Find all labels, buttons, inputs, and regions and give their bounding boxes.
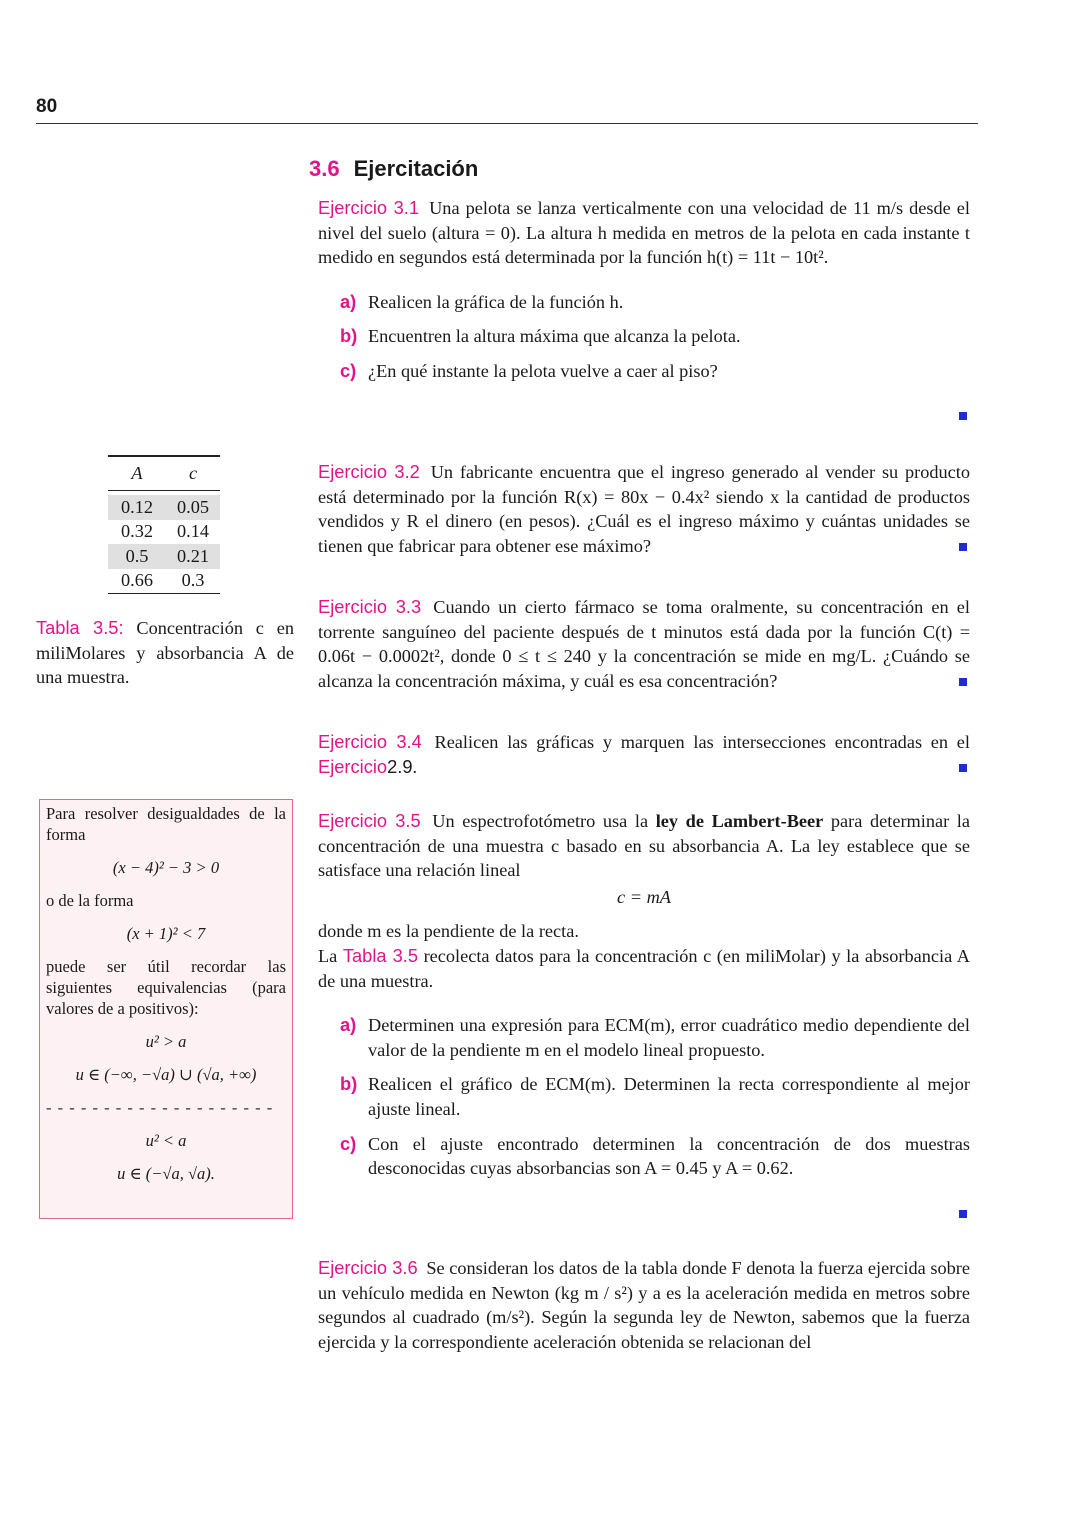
item-marker: b) [340,325,358,347]
side-table [108,455,220,594]
item-marker: c) [340,359,357,381]
exercise-3-6 [318,1256,970,1354]
qed-marker [959,1210,967,1218]
page-number: 80 [36,96,58,117]
header-rule [36,123,978,124]
exercise-text: Se consideran los datos de la tabla donde F denota la fuerza ejercida sobre un vehículo medida en Newton (kg m / s²) y a es la aceleración medida en metros sobre segundos al cuadrado (m/s²). Según la segunda ley de Newton, sabemos que la fuerza ejercida y la correspondiente aceleración obtenida se relacionan del [318,1258,970,1352]
list-item [340,290,970,315]
item-list [340,1013,970,1181]
exercise-reference-number: 2.9 [387,755,413,777]
exercise-text: donde m es la pendiente de la recta. [318,921,579,942]
note-mid: o de la forma [46,891,134,910]
item-list [340,290,970,384]
item-text: Determinen una expresión para ECM(m), error cuadrático medio dependiente del valor de la pendiente m en el modelo lineal propuesto. [368,1015,970,1060]
caption-text: Concentración c en miliMolares y absorbancia A de una muestra. [36,618,294,687]
table-header [108,455,220,491]
note-equation: (x − 4)² − 3 > 0 [112,858,220,877]
item-text: Realicen el gráfico de ECM(m). Determinen la recta correspondiente al mejor ajuste lineal. [368,1074,970,1119]
item-text: Realicen la gráfica de la función h. [368,291,624,312]
note-equation: u ∈ (−√a, √a). [117,1164,215,1183]
note-equation: u² > a [145,1032,187,1051]
table-bottom-rule [108,593,220,594]
table-cell: 0.3 [181,570,205,591]
exercise-reference-end: . [412,756,418,777]
exercise-3-4 [318,730,970,779]
exercise-label: Ejercicio 3.1 [318,197,420,218]
table-row [108,520,220,545]
qed-marker [959,764,967,772]
list-item [340,359,970,384]
exercise-3-3 [318,595,970,693]
note-divider: - - - - - - - - - - - - - - - - - - - - [46,1098,274,1117]
exercise-label: Ejercicio 3.4 [318,731,422,752]
item-marker: a) [340,290,357,312]
table-row [108,544,220,569]
exercise-3-5 [318,809,970,1191]
exercise-label: Ejercicio 3.3 [318,596,422,617]
item-text: ¿En qué instante la pelota vuelve a caer al piso? [368,360,718,381]
list-item [340,1072,970,1121]
exercise-label: Ejercicio 3.6 [318,1257,418,1278]
exercise-text: La [318,945,338,966]
exercise-label: Ejercicio 3.5 [318,810,421,831]
qed-marker [959,543,967,551]
exercise-text: Un espectrofotómetro usa la [432,811,649,831]
qed-marker [959,412,967,420]
table-cell: 0.66 [121,570,153,591]
law-name: ley de Lambert-Beer [655,811,824,831]
table-caption [36,616,294,690]
exercise-text: Cuando un cierto fármaco se toma oralmente, su concentración en el torrente sanguíneo del paciente después de t minutos está dada por la función C(t) = 0.06t − 0.0002t², donde 0 ≤ t ≤ 240 y la concentración se mide en mg/L. ¿Cuándo se alcanza la concentración máxima, y cuál es esa concentración? [318,597,970,691]
qed-marker [959,678,967,686]
caption-label: Tabla 3.5: [36,617,124,638]
table-cell: 0.32 [121,521,153,542]
list-item [340,1013,970,1062]
exercise-text: Una pelota se lanza verticalmente con una velocidad de 11 m/s desde el nivel del suelo (altura = 0). La altura h medida en metros de la pelota en cada instante t medido en segundos está determinada por la función h(t) = 11t − 10t². [318,198,970,268]
table-header-cell: A [131,463,143,483]
list-item [340,1132,970,1181]
section-number: 3.6 [309,156,340,181]
table-row [108,495,220,520]
table-cell: 0.21 [177,545,209,566]
item-marker: b) [340,1073,358,1095]
table-cell: 0.5 [125,545,149,566]
table-row [108,569,220,594]
note-intro: Para resolver desigualdades de la forma [46,804,286,844]
exercise-3-2 [318,460,970,558]
item-marker: a) [340,1014,357,1036]
table-header-cell: c [188,463,198,483]
note-text: puede ser útil recordar las siguientes equivalencias (para valores de a positivos): [46,957,286,1018]
exercise-text: Realicen las gráficas y marquen las intersecciones encontradas en el [434,732,970,752]
formula: c = mA [617,886,671,907]
item-marker: c) [340,1132,357,1154]
item-text: Con el ajuste encontrado determinen la concentración de dos muestras desconocidas cuyas absorbancias son A = 0.45 y A = 0.62. [368,1133,970,1179]
exercise-text: para determinar la concentración de una muestra c basado en su absorbancia A. La ley establece que se satisface una relación lineal [318,811,970,881]
item-text: Encuentren la altura máxima que alcanza la pelota. [368,326,741,347]
exercise-text-block [318,944,970,993]
note-equation: u ∈ (−∞, −√a) ∪ (√a, +∞) [75,1065,257,1084]
table-cell: 0.05 [177,496,209,517]
exercise-text: Un fabricante encuentra que el ingreso generado al vender su producto está determinado por la función R(x) = 80x − 0.4x² siendo x la cantidad de productos vendidos y R el dinero (en pesos). ¿Cuál es el ingreso máximo y cuántas unidades se tienen que fabricar para obtener ese máximo? [318,462,971,556]
table-reference: Tabla 3.5 [342,944,419,966]
section-heading [309,156,478,182]
note-equation: (x + 1)² < 7 [126,924,206,943]
exercise-3-1 [318,196,970,394]
section-title: Ejercitación [353,156,479,181]
exercise-label: Ejercicio 3.2 [318,461,420,482]
table-cell: 0.12 [121,496,153,517]
list-item [340,324,970,349]
table-cell: 0.14 [177,521,209,542]
exercise-text: recolecta datos para la concentración c (en miliMolar) y la absorbancia A de una muestra. [318,945,970,991]
note-equation: u² < a [145,1131,187,1150]
note-box [39,799,293,1219]
exercise-reference-label: Ejercicio [318,755,388,777]
